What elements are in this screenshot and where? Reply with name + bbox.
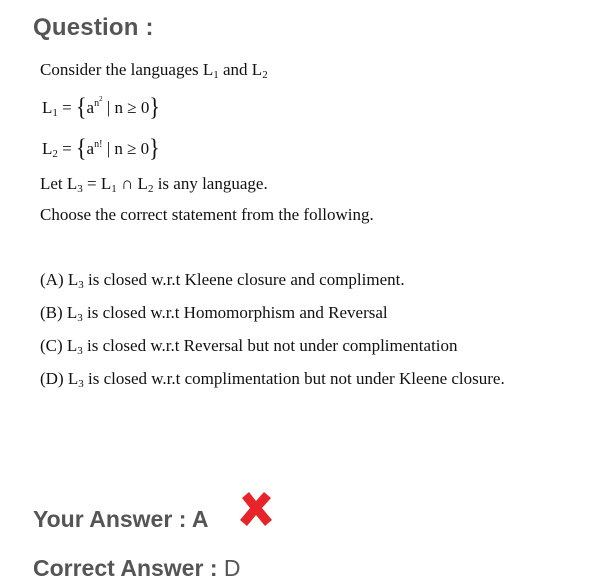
question-heading: Question : bbox=[33, 14, 154, 41]
option-b: (B) $L_3$ is closed w.r.t Homomorphism and Reversal bbox=[40, 303, 388, 324]
language-l1-definition: $L_1 = \{a^{n2}$ | n ≥ 0} bbox=[42, 92, 160, 121]
your-answer bbox=[33, 506, 209, 533]
question-prompt: Choose the correct statement from the following. bbox=[40, 205, 374, 224]
your-answer-value: A bbox=[191, 506, 209, 532]
option-d: (D) $L_3$ is closed w.r.t complimentation but not under Kleene closure. bbox=[40, 369, 505, 390]
correct-answer-value: D bbox=[223, 555, 241, 581]
cross-icon bbox=[236, 489, 276, 529]
question-intro: Consider the languages $L_1$ and $L_2$ bbox=[40, 60, 268, 81]
your-answer-label: Your Answer : bbox=[33, 506, 192, 532]
option-c: (C) $L_3$ is closed w.r.t Reversal but not under complimentation bbox=[40, 336, 458, 357]
correct-answer-label: Correct Answer : bbox=[33, 555, 224, 581]
correct-answer bbox=[33, 555, 241, 582]
language-l2-definition: $L_2 = \{a^{n!}$ | n ≥ 0} bbox=[42, 133, 160, 162]
option-a: (A) $L_3$ is closed w.r.t Kleene closure and compliment. bbox=[40, 270, 405, 291]
language-l3-statement: Let $L_3 = L_1$ ∩ $L_2$ is any language. bbox=[40, 174, 268, 195]
